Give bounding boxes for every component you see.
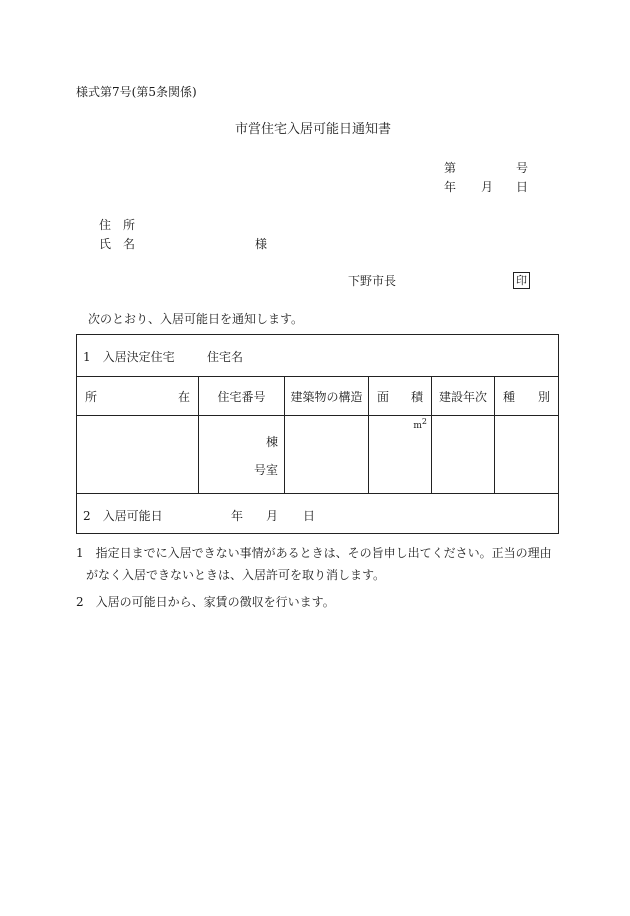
header-built-year: 建設年次 bbox=[432, 377, 495, 416]
issuer-name: 下野市長 bbox=[348, 274, 397, 288]
doc-number-suffix: 号 bbox=[516, 161, 529, 175]
form-id: 様式第7号(第5条関係) bbox=[76, 85, 197, 99]
header-structure: 建築物の構造 bbox=[285, 377, 369, 416]
location-value-cell bbox=[77, 416, 199, 494]
unit-number-cell bbox=[199, 416, 285, 494]
room-unit-label: 号室 bbox=[253, 463, 278, 477]
notice-table bbox=[76, 334, 559, 534]
header-area-a: 面 bbox=[377, 389, 390, 404]
move-in-day: 日 bbox=[303, 509, 316, 523]
built-year-value-cell bbox=[432, 416, 495, 494]
header-location bbox=[77, 377, 199, 416]
note-text: 指定日までに入居できない事情があるときは、その旨申し出てください。正当の理由がなく入居できないときは、入居許可を取り消します。 bbox=[86, 546, 552, 582]
name-label: 氏 名 bbox=[99, 237, 136, 251]
table-header-row bbox=[77, 377, 559, 416]
doc-number-prefix: 第 bbox=[444, 161, 457, 175]
note-number: 1 bbox=[76, 546, 84, 560]
note-number: 2 bbox=[76, 595, 84, 609]
header-unit-number: 住宅番号 bbox=[199, 377, 285, 416]
building-unit-label: 棟 bbox=[265, 435, 278, 449]
honorific: 様 bbox=[255, 237, 268, 251]
date-day: 日 bbox=[516, 180, 529, 194]
move-in-month: 月 bbox=[266, 509, 279, 523]
date-month: 月 bbox=[481, 180, 494, 194]
seal-text: 印 bbox=[516, 274, 527, 287]
area-unit-sup: 2 bbox=[421, 417, 427, 426]
note-item bbox=[76, 542, 560, 586]
intro-text: 次のとおり、入居可能日を通知します。 bbox=[88, 312, 304, 326]
move-in-year: 年 bbox=[231, 509, 244, 523]
note-item bbox=[76, 591, 560, 613]
type-value-cell bbox=[495, 416, 559, 494]
header-location-b: 在 bbox=[177, 389, 190, 404]
seal-mark bbox=[513, 272, 530, 289]
area-value-cell bbox=[369, 416, 432, 494]
document-title: 市営住宅入居可能日通知書 bbox=[235, 122, 392, 137]
housing-decision-cell bbox=[77, 335, 559, 377]
table-row bbox=[77, 335, 559, 377]
move-in-date-label: 2 入居可能日 bbox=[83, 509, 163, 523]
note-text: 入居の可能日から、家賃の徴収を行います。 bbox=[95, 595, 335, 609]
address-label: 住 所 bbox=[99, 218, 136, 232]
header-type bbox=[495, 377, 559, 416]
header-type-b: 別 bbox=[538, 389, 551, 404]
header-type-a: 種 bbox=[503, 389, 516, 404]
header-area bbox=[369, 377, 432, 416]
table-row bbox=[77, 494, 559, 534]
table-row bbox=[77, 416, 559, 494]
move-in-date-cell bbox=[77, 494, 559, 534]
area-unit-base: m bbox=[413, 421, 422, 431]
header-area-b: 積 bbox=[410, 389, 423, 404]
area-unit bbox=[413, 417, 427, 431]
housing-decision-label: 1 入居決定住宅 bbox=[83, 350, 175, 364]
header-location-a: 所 bbox=[85, 389, 98, 404]
structure-value-cell bbox=[285, 416, 369, 494]
date-year: 年 bbox=[444, 180, 457, 194]
housing-name-label: 住宅名 bbox=[207, 350, 244, 364]
